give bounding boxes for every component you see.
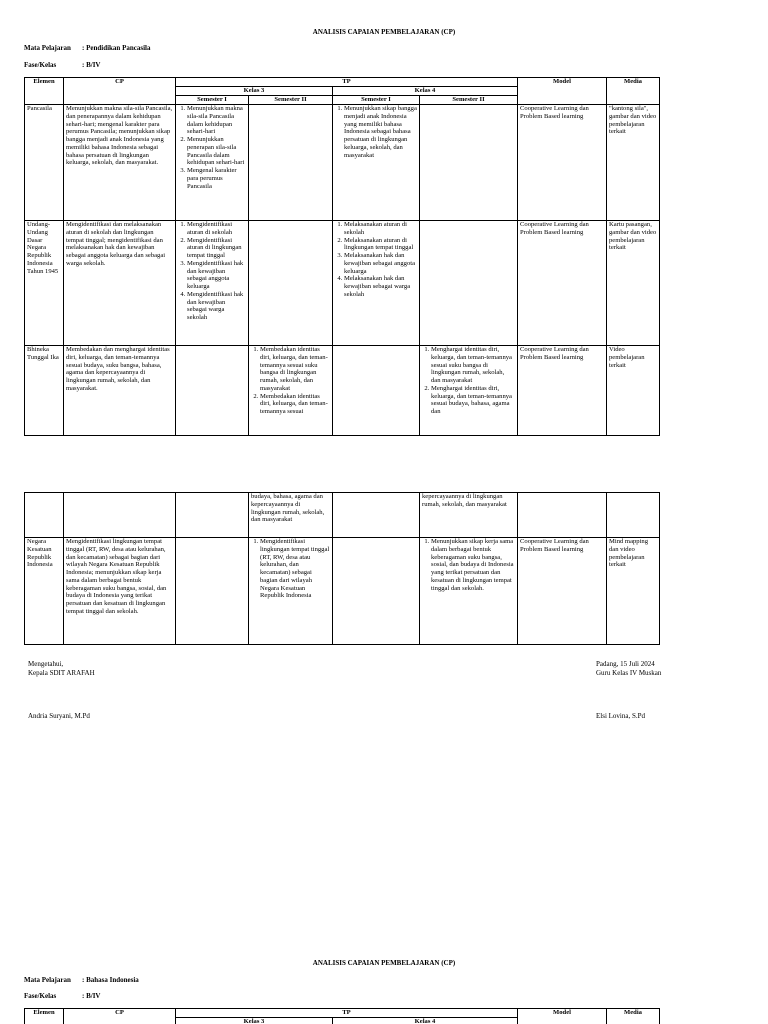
- subject-label: Mata Pelajaran: [24, 44, 71, 52]
- list-item: 3. Mengidentifikasi hak dan kewajiban sebagai anggota keluarga: [187, 260, 246, 291]
- list-item: 3. Mengenal karakter para perumus Pancasila: [187, 167, 246, 190]
- row-elemen: Undang-Undang Dasar Negara Republik Indonesia Tahun 1945: [25, 221, 64, 346]
- table-row: [25, 538, 660, 645]
- page2-header-cp: CP: [64, 1009, 176, 1024]
- page-title: ANALISIS CAPAIAN PEMBELAJARAN (CP): [312, 28, 456, 36]
- table-row: [25, 105, 660, 221]
- row-elemen: Bhineka Tunggal Ika: [25, 346, 64, 436]
- header-k3-sem2: Semester II: [249, 96, 333, 105]
- header-k4-sem1: Semester I: [333, 96, 420, 105]
- page2-header-kelas4: Kelas 4: [333, 1018, 518, 1024]
- row-model: Cooperative Learning dan Problem Based learning: [518, 105, 607, 221]
- table-row: [25, 346, 660, 436]
- page2-phase-line: [24, 992, 100, 1000]
- row-k4s1: [333, 538, 420, 645]
- row-cp: Mengidentifikasi lingkungan tempat tinggal (RT, RW, desa atau kelurahan, dan kecamatan) sebagai bagian dari wilayah Negara Kesatuan Republik Indonesia; menunjukkan sikap kerja sama dalam berbagai bentuk keberagaman suku bangsa, sosial, dan budaya di Indonesia yang terikat persatuan dan kesatuan di lingkungan tempat tinggal dan sekolah.: [64, 538, 176, 645]
- list-item: 1. Melaksanakan aturan di sekolah: [344, 221, 417, 237]
- cont-k4s2: kepercayaannya di lingkungan rumah, sekolah, dan masyarakat: [420, 493, 518, 538]
- row-k4s2: [420, 221, 518, 346]
- header-cp: CP: [64, 78, 176, 105]
- list-item: 1. Menunjukkan sikap bangga menjadi anak Indonesia yang memiliki bahasa Indonesia sebagai bahasa persatuan di lingkungan keluarga, sekolah, dan masyarakat: [344, 105, 417, 159]
- sig-left-name: Andria Suryani, M.Pd: [28, 712, 90, 720]
- page2-phase-label: Fase/Kelas: [24, 992, 57, 1000]
- list-item: 2. Menunjukkan penerapan sila-sila Pancasila dalam kehidupan sehari-hari: [187, 136, 246, 167]
- list-item: 2. Mengidentifikasi aturan di lingkungan tempat tinggal: [187, 237, 246, 260]
- row-cp: Mengidentifikasi dan melaksanakan aturan di sekolah dan lingkungan tempat tinggal; mengidentifikasi dan melaksanakan hak dan kewajiban sebagai anggota keluarga dan sebagai warga sekolah.: [64, 221, 176, 346]
- header-tp: TP: [176, 78, 518, 87]
- list-item: 1. Mengidentifikasi lingkungan tempat tinggal (RT, RW, desa atau kelurahan, dan kecamatan) sebagai bagian dari wilayah Negara Kesatuan Republik Indonesia: [260, 538, 330, 600]
- row-k3s1: [176, 221, 249, 346]
- list-item: 2. Melaksanakan aturan di lingkungan tempat tinggal: [344, 237, 417, 253]
- list-item: 1. Menunjukkan makna sila-sila Pancasila dalam kehidupan sehari-hari: [187, 105, 246, 136]
- table-row: [25, 221, 660, 346]
- header-media: Media: [607, 78, 660, 105]
- row-model: Cooperative Learning dan Problem Based learning: [518, 538, 607, 645]
- row-cp: Membedakan dan menghargai identitas diri, keluarga, dan teman-temannya sesuai budaya, suku bangsa, bahasa, agama dan kepercayaannya di lingkungan rumah, sekolah, dan masyarakat.: [64, 346, 176, 436]
- header-elemen: Elemen: [25, 78, 64, 105]
- subject-line: [24, 44, 150, 52]
- row-elemen: Negara Kesatuan Republik Indonesia: [25, 538, 64, 645]
- row-model: Cooperative Learning dan Problem Based learning: [518, 346, 607, 436]
- sig-left-line2: Kepala SDIT ARAFAH: [28, 668, 95, 677]
- header-kelas3: Kelas 3: [176, 87, 333, 96]
- page2-subject-line: [24, 976, 139, 984]
- row-k4s2: [420, 346, 518, 436]
- page2-subject-label: Mata Pelajaran: [24, 976, 71, 984]
- row-k3s2: [249, 105, 333, 221]
- row-media: Mind mapping dan video pembelajaran terkait: [607, 538, 660, 645]
- page2-header-tp: TP: [176, 1009, 518, 1018]
- list-item: 1. Mengidentifikasi aturan di sekolah: [187, 221, 246, 237]
- row-elemen: Pancasila: [25, 105, 64, 221]
- phase-line: [24, 61, 100, 69]
- row-media: "kantong sila", gambar dan video pembelajaran terkait: [607, 105, 660, 221]
- row-k3s2: [249, 538, 333, 645]
- page2-header-elemen: Elemen: [25, 1009, 64, 1024]
- cp-table-continued: [24, 492, 660, 645]
- signature-right: [596, 660, 661, 678]
- row-k3s1: [176, 538, 249, 645]
- row-k4s2: [420, 105, 518, 221]
- table-row: [25, 493, 660, 538]
- row-k4s1: [333, 105, 420, 221]
- subject-value: : Pendidikan Pancasila: [82, 44, 151, 52]
- page2-header-model: Model: [518, 1009, 607, 1024]
- list-item: 2. Menghargai identitas diri, keluarga, dan teman-temannya sesuai budaya, bahasa, agama dan: [431, 385, 515, 416]
- list-item: 3. Melaksanakan hak dan kewajiban sebagai anggota keluarga: [344, 252, 417, 275]
- phase-value: : B/IV: [82, 61, 101, 69]
- page2-title: ANALISIS CAPAIAN PEMBELAJARAN (CP): [312, 959, 456, 967]
- header-k4-sem2: Semester II: [420, 96, 518, 105]
- signature-left: [28, 660, 95, 678]
- sig-right-line2: Guru Kelas IV Muskan: [596, 668, 662, 677]
- list-item: 2. Membedakan identitas diri, keluarga, dan teman-temannya sesuai: [260, 393, 330, 416]
- page2-subject-value: : Bahasa Indonesia: [82, 976, 139, 984]
- cp-table: [24, 77, 660, 436]
- row-k4s1: [333, 346, 420, 436]
- list-item: 1. Menunjukkan sikap kerja sama dalam berbagai bentuk keberagaman suku bangsa, sosial, dan budaya di Indonesia yang terikat persatuan dan kesatuan di lingkungan tempat tinggal dan sekolah.: [431, 538, 515, 592]
- page2-header-media: Media: [607, 1009, 660, 1024]
- row-k3s2: [249, 346, 333, 436]
- list-item: 4. Melaksanakan hak dan kewajiban sebagai warga sekolah: [344, 275, 417, 298]
- row-k4s1: [333, 221, 420, 346]
- header-k3-sem1: Semester I: [176, 96, 249, 105]
- page2-phase-value: : B/IV: [82, 992, 101, 1000]
- sig-right-name: Elsi Lovina, S.Pd: [596, 712, 646, 720]
- row-model: Cooperative Learning dan Problem Based learning: [518, 221, 607, 346]
- row-k3s2: [249, 221, 333, 346]
- row-cp: Menunjukkan makna sila-sila Pancasila, dan penerapannya dalam kehidupan sehari-hari; mengenal karakter para perumus Pancasila; menunjukkan sikap bangga menjadi anak Indonesia yang memiliki bahasa Indonesia sebagai bahasa persatuan di lingkungan keluarga, sekolah, dan masyarakat.: [64, 105, 176, 221]
- header-model: Model: [518, 78, 607, 105]
- phase-label: Fase/Kelas: [24, 61, 57, 69]
- row-media: Video pembelajaran terkait: [607, 346, 660, 436]
- page2-table: [24, 1008, 660, 1024]
- row-media: Kartu pasangan, gambar dan video pembelajaran terkait: [607, 221, 660, 346]
- row-k3s1: [176, 105, 249, 221]
- page2-header-kelas3: Kelas 3: [176, 1018, 333, 1024]
- cont-k3s2: budaya, bahasa, agama dan kepercayaannya di lingkungan rumah, sekolah, dan masyarakat: [249, 493, 333, 538]
- row-k3s1: [176, 346, 249, 436]
- sig-right-line1: Padang, 15 Juli 2024: [596, 660, 655, 668]
- list-item: 1. Membedakan identitas diri, keluarga, dan teman-temannya sesuai suku bangsa di lingkungan rumah, sekolah, dan masyarakat: [260, 346, 330, 393]
- list-item: 1. Menghargai identitas diri, keluarga, dan teman-temannya sesuai suku bangsa di lingkungan rumah, sekolah, dan masyarakat: [431, 346, 515, 385]
- list-item: 4. Mengidentifikasi hak dan kewajiban sebagai warga sekolah: [187, 291, 246, 322]
- header-kelas4: Kelas 4: [333, 87, 518, 96]
- sig-left-line1: Mengetahui,: [28, 660, 64, 668]
- row-k4s2: [420, 538, 518, 645]
